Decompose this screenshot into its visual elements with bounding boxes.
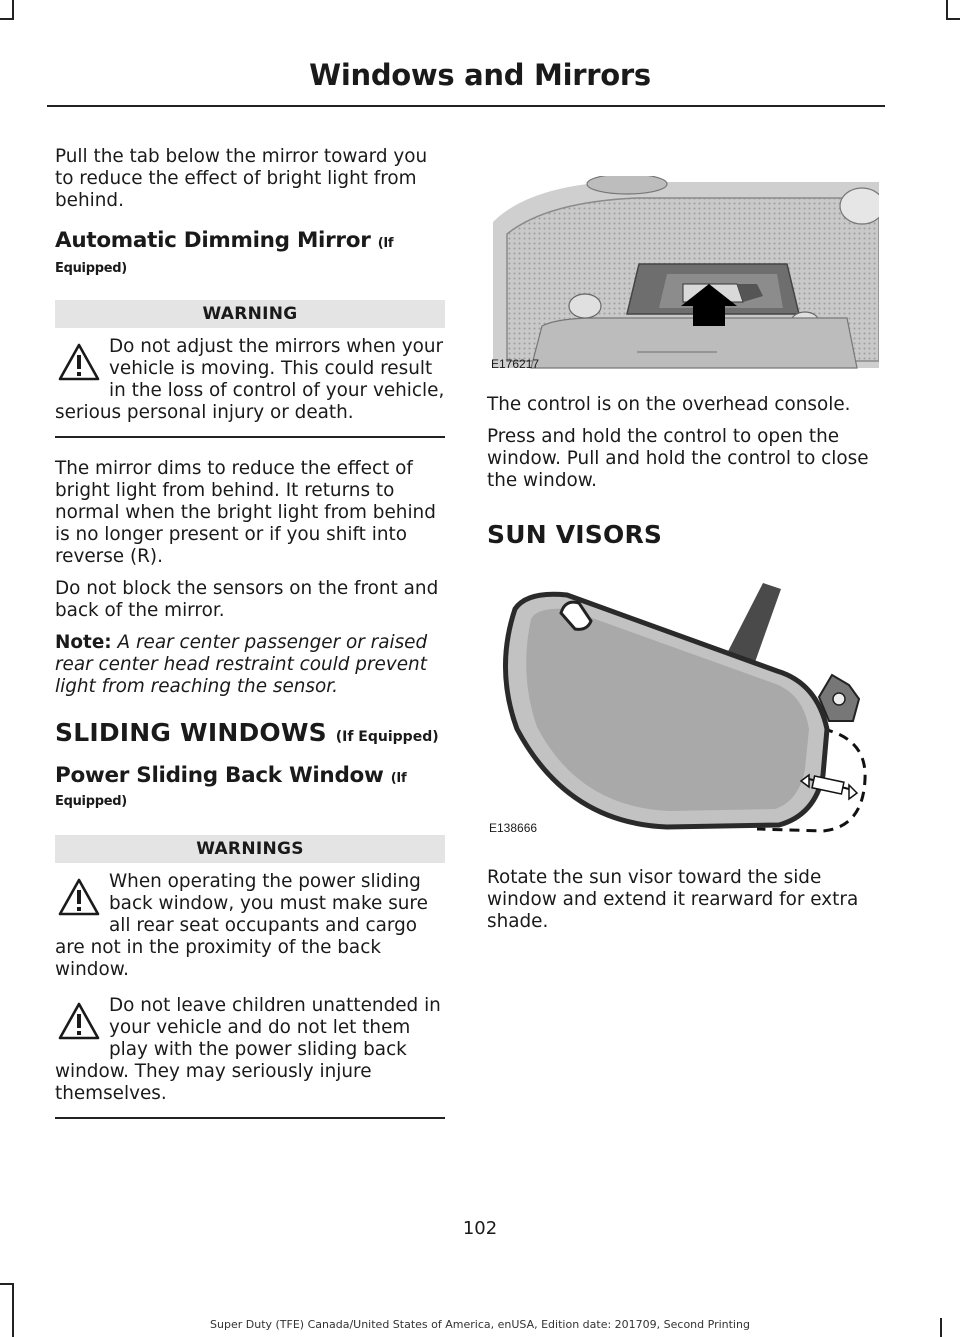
warning-text: Do not adjust the mirrors when your vehicle is moving. This could result in the loss of control of your vehicle, serious personal injury or death. bbox=[55, 336, 445, 423]
warning-text: When operating the power sliding back window, you must make sure all rear seat occupants and cargo are not in the proximity of the back window. bbox=[55, 871, 428, 980]
sensor-paragraph: Do not block the sensors on the front and back of the mirror. bbox=[55, 578, 439, 621]
intro-paragraph: Pull the tab below the mirror toward you to reduce the effect of bright light from behind. bbox=[55, 146, 428, 211]
heading-qualifier: (If Equipped) bbox=[335, 729, 439, 745]
heading-qualifier-cont: Equipped) bbox=[55, 794, 127, 809]
note-text: A rear center passenger or raised rear center head restraint could prevent light from reaching the sensor. bbox=[55, 632, 428, 697]
power-sliding-heading: Power Sliding Back Window (If Equipped) bbox=[55, 763, 445, 809]
crop-mark bbox=[12, 0, 14, 20]
page-footer: Super Duty (TFE) Canada/United States of America, enUSA, Edition date: 201709, Second Printing bbox=[210, 1318, 750, 1331]
crop-mark bbox=[946, 18, 960, 20]
warning-rule bbox=[55, 1117, 445, 1119]
auto-dim-heading: Automatic Dimming Mirror (If Equipped) bbox=[55, 228, 394, 276]
warning-item bbox=[55, 871, 445, 981]
heading-qualifier: (If Equipped) bbox=[55, 236, 394, 276]
warning-text: Do not leave children unattended in your vehicle and do not let them play with the power sliding back window. They may seriously injure themselves. bbox=[55, 995, 441, 1104]
heading-qualifier: (If bbox=[390, 771, 407, 786]
crop-mark bbox=[946, 0, 948, 20]
crop-mark bbox=[0, 1283, 14, 1285]
figure-code: E138666 bbox=[489, 821, 538, 835]
title-rule bbox=[47, 105, 885, 107]
left-column bbox=[55, 146, 445, 1139]
crop-mark bbox=[0, 18, 14, 20]
warning-triangle-icon bbox=[57, 1001, 101, 1041]
overhead-console-illustration bbox=[487, 176, 879, 376]
figure-code: E176217 bbox=[491, 357, 540, 371]
page-title: Windows and Mirrors bbox=[309, 58, 651, 92]
sun-visors-heading: SUN VISORS bbox=[487, 520, 663, 549]
sun-visor-figure bbox=[487, 579, 879, 841]
warning-header: WARNING bbox=[55, 300, 445, 328]
warning-item bbox=[55, 336, 445, 424]
warnings-header: WARNINGS bbox=[55, 835, 445, 863]
note-paragraph bbox=[55, 632, 445, 698]
right-column bbox=[487, 176, 879, 943]
overhead-console-figure bbox=[487, 176, 879, 376]
note-label: Note: bbox=[55, 632, 112, 653]
warning-triangle-icon bbox=[57, 342, 101, 382]
control-paragraph: Press and hold the control to open the window. Pull and hold the control to close the window. bbox=[487, 426, 869, 491]
sliding-windows-heading: SLIDING WINDOWS (If Equipped) bbox=[55, 718, 439, 747]
page-number: 102 bbox=[462, 1218, 498, 1239]
warning-item bbox=[55, 995, 445, 1105]
auto-dim-paragraph: The mirror dims to reduce the effect of bright light from behind. It returns to normal when the bright light from behind is no longer present or if you shift into reverse (R). bbox=[55, 458, 436, 567]
sun-visor-paragraph: Rotate the sun visor toward the side window and extend it rearward for extra shade. bbox=[487, 867, 859, 932]
warning-triangle-icon bbox=[57, 877, 101, 917]
sun-visor-illustration bbox=[487, 579, 879, 841]
control-paragraph: The control is on the overhead console. bbox=[487, 394, 851, 415]
warning-rule bbox=[55, 436, 445, 438]
